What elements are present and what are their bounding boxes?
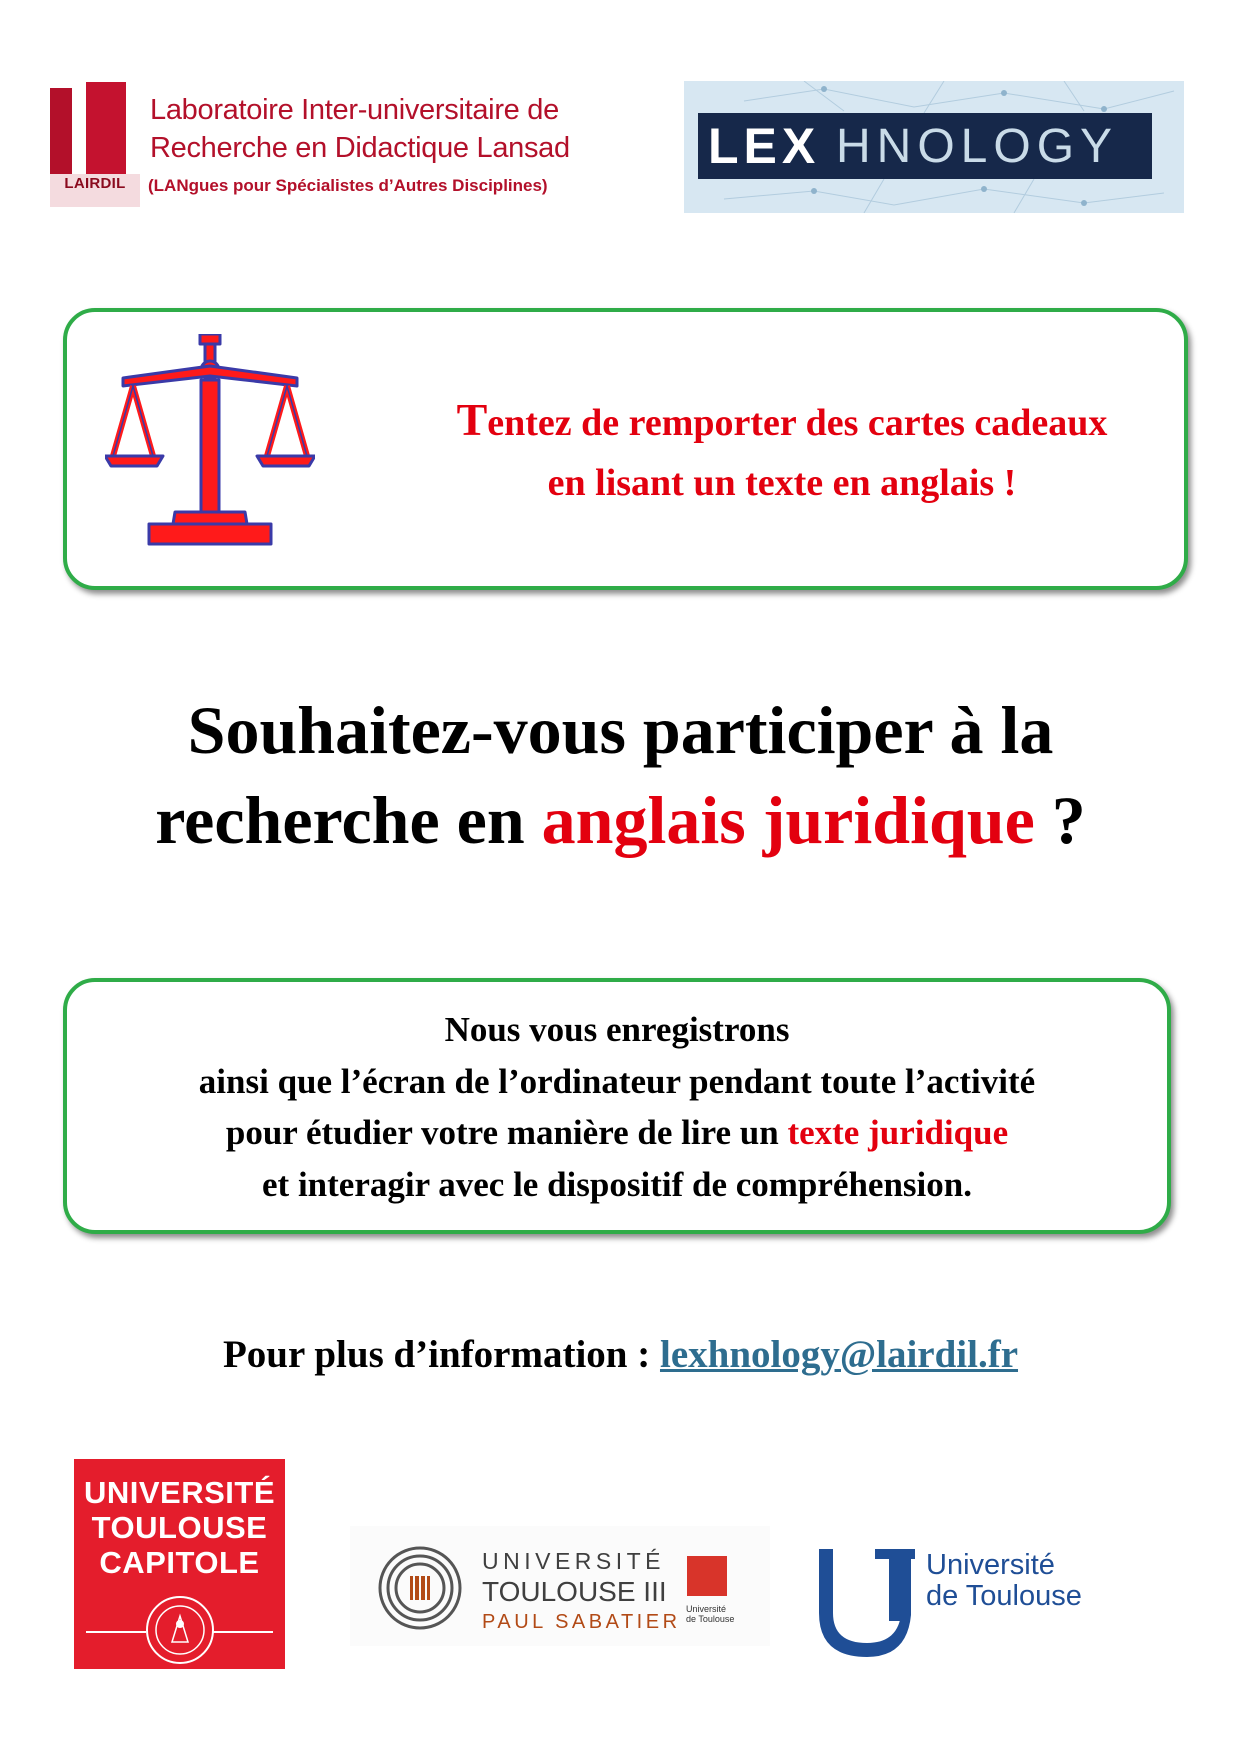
paul-sabatier-mark-line2: de Toulouse [686,1614,735,1624]
capitole-line2: TOULOUSE [91,1510,268,1545]
email-link[interactable]: lexhnology@lairdil.fr [659,1333,1019,1376]
lairdil-name-line1: Laboratoire Inter-universitaire de [150,94,559,126]
prize-box [63,308,1188,590]
headline-line2-prefix: recherche en [155,782,542,858]
lairdil-mark-label: LAIRDIL [64,175,126,192]
contact-label: Pour plus d’information : [222,1333,660,1376]
paul-sabatier-mark-line1: Université [686,1604,727,1614]
prize-text-line1: Tentez de remporter des cartes cadeaux [456,394,1108,445]
recording-info-box [63,978,1171,1234]
lexhnology-part2: HNOLOGY [836,120,1119,173]
paul-sabatier-line1: UNIVERSITÉ [482,1548,666,1574]
recording-info-text [67,1004,1167,1210]
headline-line1: Souhaitez-vous participer à la [187,692,1054,768]
recording-info-highlight: texte juridique [787,1113,1009,1152]
universite-toulouse-u-icon [815,1545,915,1657]
lairdil-name-line2: Recherche en Didactique Lansad [150,132,570,164]
universite-toulouse-line1: Université [926,1549,1055,1581]
paul-sabatier-line2: TOULOUSE III [482,1576,667,1607]
paul-sabatier-logo [350,1526,770,1646]
headline-line2 [40,775,1201,865]
lexhnology-band [698,113,1152,179]
toulouse-capitole-logo [74,1459,285,1669]
paul-sabatier-emblem-icon [378,1546,462,1630]
headline-highlight: anglais juridique [541,782,1035,858]
recording-info-line4: et interagir avec le dispositif de compréhension. [262,1164,972,1204]
capitole-line3: CAPITOLE [99,1545,260,1580]
recording-info-line3-prefix: pour étudier votre manière de lire un [225,1113,788,1152]
contact-info [40,1332,1201,1377]
prize-text [357,390,1207,513]
universite-de-toulouse-logo [815,1545,1135,1660]
lexhnology-part1: LEX [708,118,821,174]
recording-info-line3 [67,1107,1167,1159]
headline-line2-suffix: ? [1034,782,1086,858]
paul-sabatier-line3: PAUL SABATIER [482,1611,681,1633]
lexhnology-logo [684,81,1184,213]
lairdil-logo [50,82,650,212]
recording-info-line2: ainsi que l’écran de l’ordinateur pendant toute l’activité [198,1061,1036,1101]
capitole-line1: UNIVERSITÉ [83,1475,276,1510]
paul-sabatier-mark-label [686,1604,734,1624]
headline [40,685,1201,865]
lairdil-name-line3: (LANgues pour Spécialistes d’Autres Disciplines) [148,176,548,195]
universite-toulouse-mark-icon [687,1556,727,1596]
scales-of-justice-icon [105,334,315,552]
prize-text-line2: en lisant un texte en anglais ! [547,462,1017,504]
recording-info-line1: Nous vous enregistrons [444,1010,790,1049]
universite-toulouse-line2: de Toulouse [926,1580,1082,1612]
capitole-seal-icon [144,1594,216,1666]
